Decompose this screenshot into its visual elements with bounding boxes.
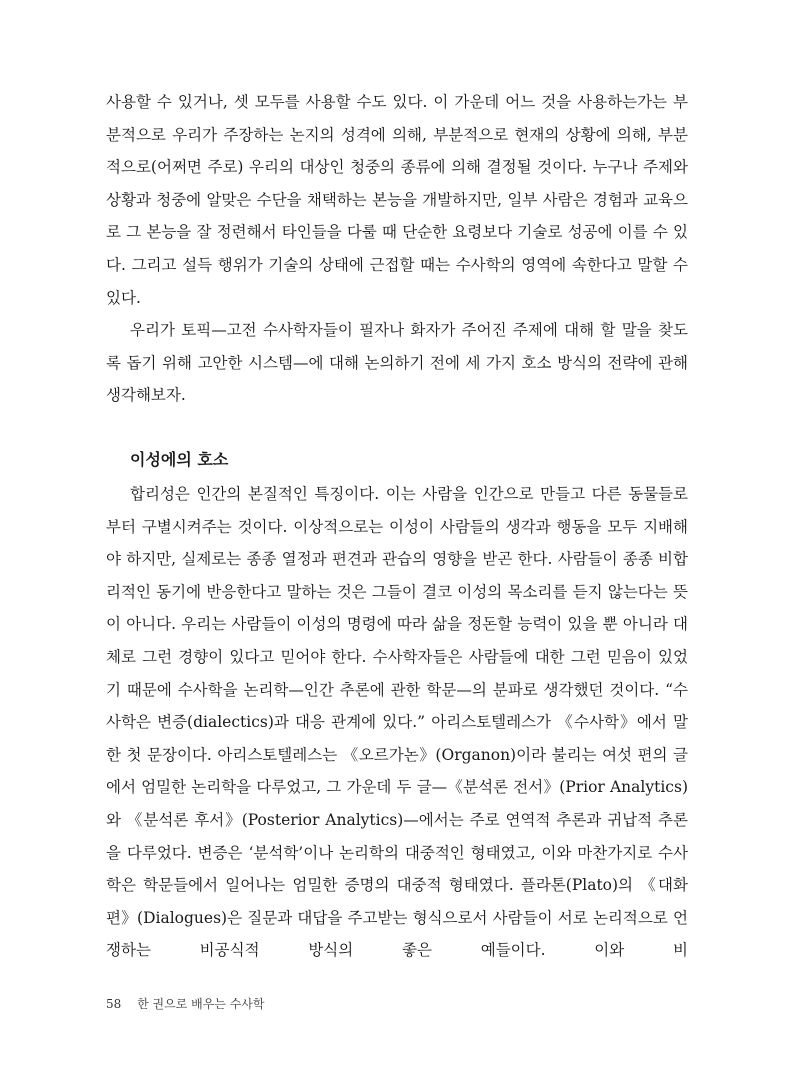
paragraph-continued: 사용할 수 있거나, 셋 모두를 사용할 수도 있다. 이 가운데 어느 것을 사용하는가는 부분적으로 우리가 주장하는 논지의 성격에 의해, 부분적으로 현재의 상황에 의해, 부분적으로(어쩌면 주로) 우리의 대상인 청중의 종류에 의해 결정될 것이다. 누구나 주제와 상황과 청중에 알맞은 수단을 채택하는 본능을 개발하지만, 일부 사람은 경험과 교육으로 그 본능을 잘 정련해서 타인들을 다룰 때 단순한 요령보다 기술로 성공에 이를 수 있다. 그리고 설득 행위가 기술의 상태에 근접할 때는 수사학의 영역에 속한다고 말할 수 있다. bbox=[106, 93, 688, 307]
section-heading: 이성에의 호소 bbox=[130, 450, 229, 469]
page-footer bbox=[106, 996, 264, 1012]
page-number: 58 bbox=[106, 997, 122, 1011]
paragraph-topics: 우리가 토픽—고전 수사학자들이 필자나 화자가 주어진 주제에 대해 할 말을 찾도록 돕기 위해 고안한 시스템—에 대해 논의하기 전에 세 가지 호소 방식의 전략에 관해 생각해보자. bbox=[106, 321, 688, 405]
running-title: 한 권으로 배우는 수사학 bbox=[137, 997, 265, 1011]
paragraph-appeal-to-reason: 합리성은 인간의 본질적인 특징이다. 이는 사람을 인간으로 만들고 다른 동물들로부터 구별시켜주는 것이다. 이상적으로는 이성이 사람들의 생각과 행동을 모두 지배해야 하지만, 실제로는 종종 열정과 편견과 관습의 영향을 받곤 한다. 사람들이 종종 비합리적인 동기에 반응한다고 말하는 것은 그들이 결코 이성의 목소리를 듣지 않는다는 뜻이 아니다. 우리는 사람들이 이성의 명령에 따라 삶을 정돈할 능력이 있을 뿐 아니라 대체로 그런 경향이 있다고 믿어야 한다. 수사학자들은 사람들에 대한 그런 믿음이 있었기 때문에 수사학을 논리학—인간 추론에 관한 학문—의 분파로 생각했던 것이다. “수사학은 변증(dialectics)과 대응 관계에 있다.” 아리스토텔레스가 《수사학》에서 말한 첫 문장이다. 아리스토텔레스는 《오르가논》(Organon)이라 불리는 여섯 편의 글에서 엄밀한 논리학을 다루었고, 그 가운데 두 글—《분석론 전서》(Prior Analytics)와 《분석론 후서》(Posterior Analytics)—에서는 주로 연역적 추론과 귀납적 추론을 다루었다. 변증은 ‘분석학’이나 논리학의 대중적인 형태였고, 이와 마찬가지로 수사학은 학문들에서 일어나는 엄밀한 증명의 대중적 형태였다. 플라톤(Plato)의 《대화편》(Dialogues)은 질문과 대답을 주고받는 형식으로서 사람들이 서로 논리적으로 언쟁하는 비공식적 방식의 좋은 예들이다. 이와 비 bbox=[106, 485, 688, 960]
